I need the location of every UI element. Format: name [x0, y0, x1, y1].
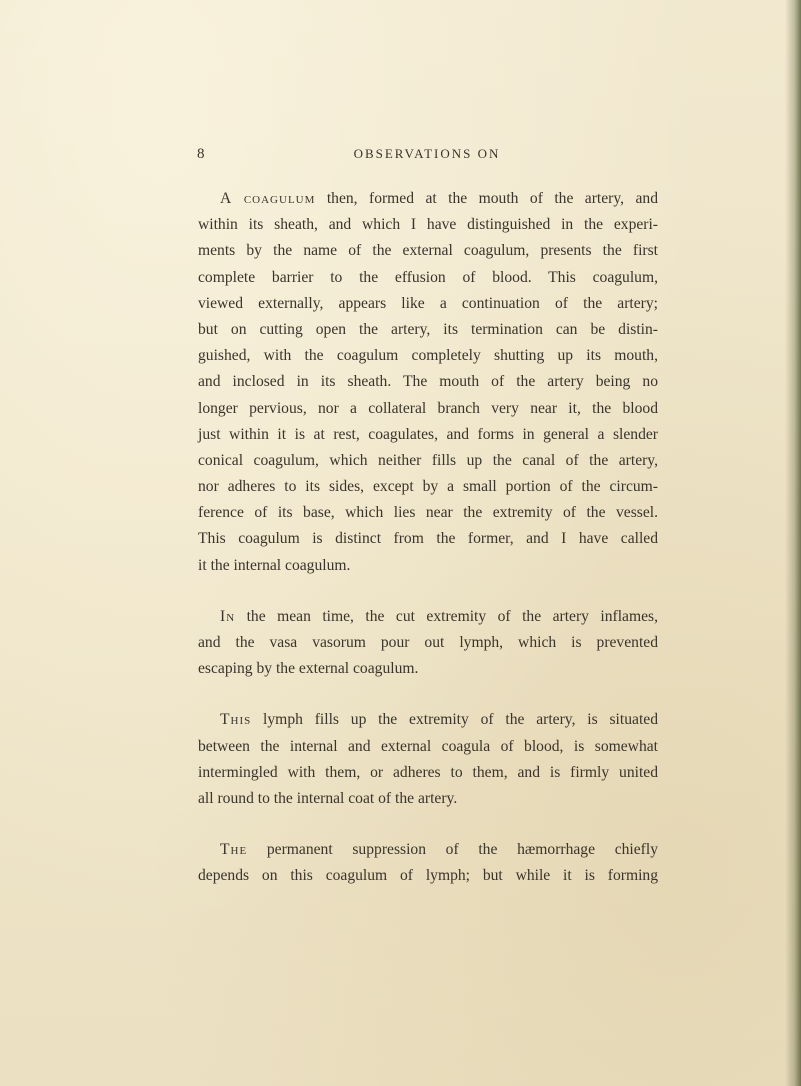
text-line: ference of its base, which lies near the extremity of the vessel. [198, 504, 658, 522]
page-header [197, 146, 657, 168]
paragraph-lead: A coagulum [220, 190, 316, 207]
text-line: just within it is at rest, coagulates, and forms in general a slender [198, 425, 658, 443]
text-line: A coagulum then, formed at the mouth of the artery, and [220, 190, 658, 207]
text-line: The permanent suppression of the hæmorrhage chiefly [220, 841, 658, 859]
page-edge-shadow [785, 0, 801, 1086]
text-line: longer pervious, nor a collateral branch very near it, the blood [198, 399, 658, 417]
text-line: intermingled with them, or adheres to them, and is firmly united [198, 763, 658, 781]
text-line: In the mean time, the cut extremity of the artery inflames, [220, 607, 658, 625]
text-line: and the vasa vasorum pour out lymph, which is prevented [198, 634, 658, 651]
text-line: between the internal and external coagula of blood, is somewhat [198, 737, 658, 755]
text-line: and inclosed in its sheath. The mouth of the artery being no [198, 373, 658, 391]
text-line: complete barrier to the effusion of blood. This coagulum, [198, 268, 658, 286]
page-number: 8 [197, 146, 205, 162]
text-line: escaping by the external coagulum. [198, 660, 419, 678]
paragraph-2 [198, 604, 658, 683]
body-text [198, 186, 658, 915]
text-line: depends on this coagulum of lymph; but while it is forming [198, 867, 658, 885]
text-line: but on cutting open the artery, its termination can be distin- [198, 320, 658, 338]
text-line: nor adheres to its sides, except by a small portion of the circum- [198, 478, 658, 496]
text-line: all round to the internal coat of the artery. [198, 789, 458, 807]
paragraph-3 [198, 707, 658, 812]
text-line: within its sheath, and which I have distinguished in the experi- [198, 216, 658, 234]
text-line: This coagulum is distinct from the former, and I have called [198, 530, 658, 548]
text-line: viewed externally, appears like a continuation of the artery; [198, 294, 658, 312]
paragraph-4 [198, 837, 658, 889]
paragraph-lead: In [220, 607, 236, 625]
paragraph-lead: The [220, 841, 248, 859]
paragraph-lead: This [220, 711, 252, 729]
text-line: ments by the name of the external coagulum, presents the first [198, 242, 658, 260]
paragraph-1 [198, 186, 658, 579]
text-line: conical coagulum, which neither fills up the canal of the artery, [198, 451, 658, 469]
text-line: guished, with the coagulum completely shutting up its mouth, [198, 347, 658, 365]
text-line: it the internal coagulum. [198, 556, 351, 574]
text-line: This lymph fills up the extremity of the artery, is situated [220, 711, 658, 729]
running-head: OBSERVATIONS ON [353, 146, 501, 161]
